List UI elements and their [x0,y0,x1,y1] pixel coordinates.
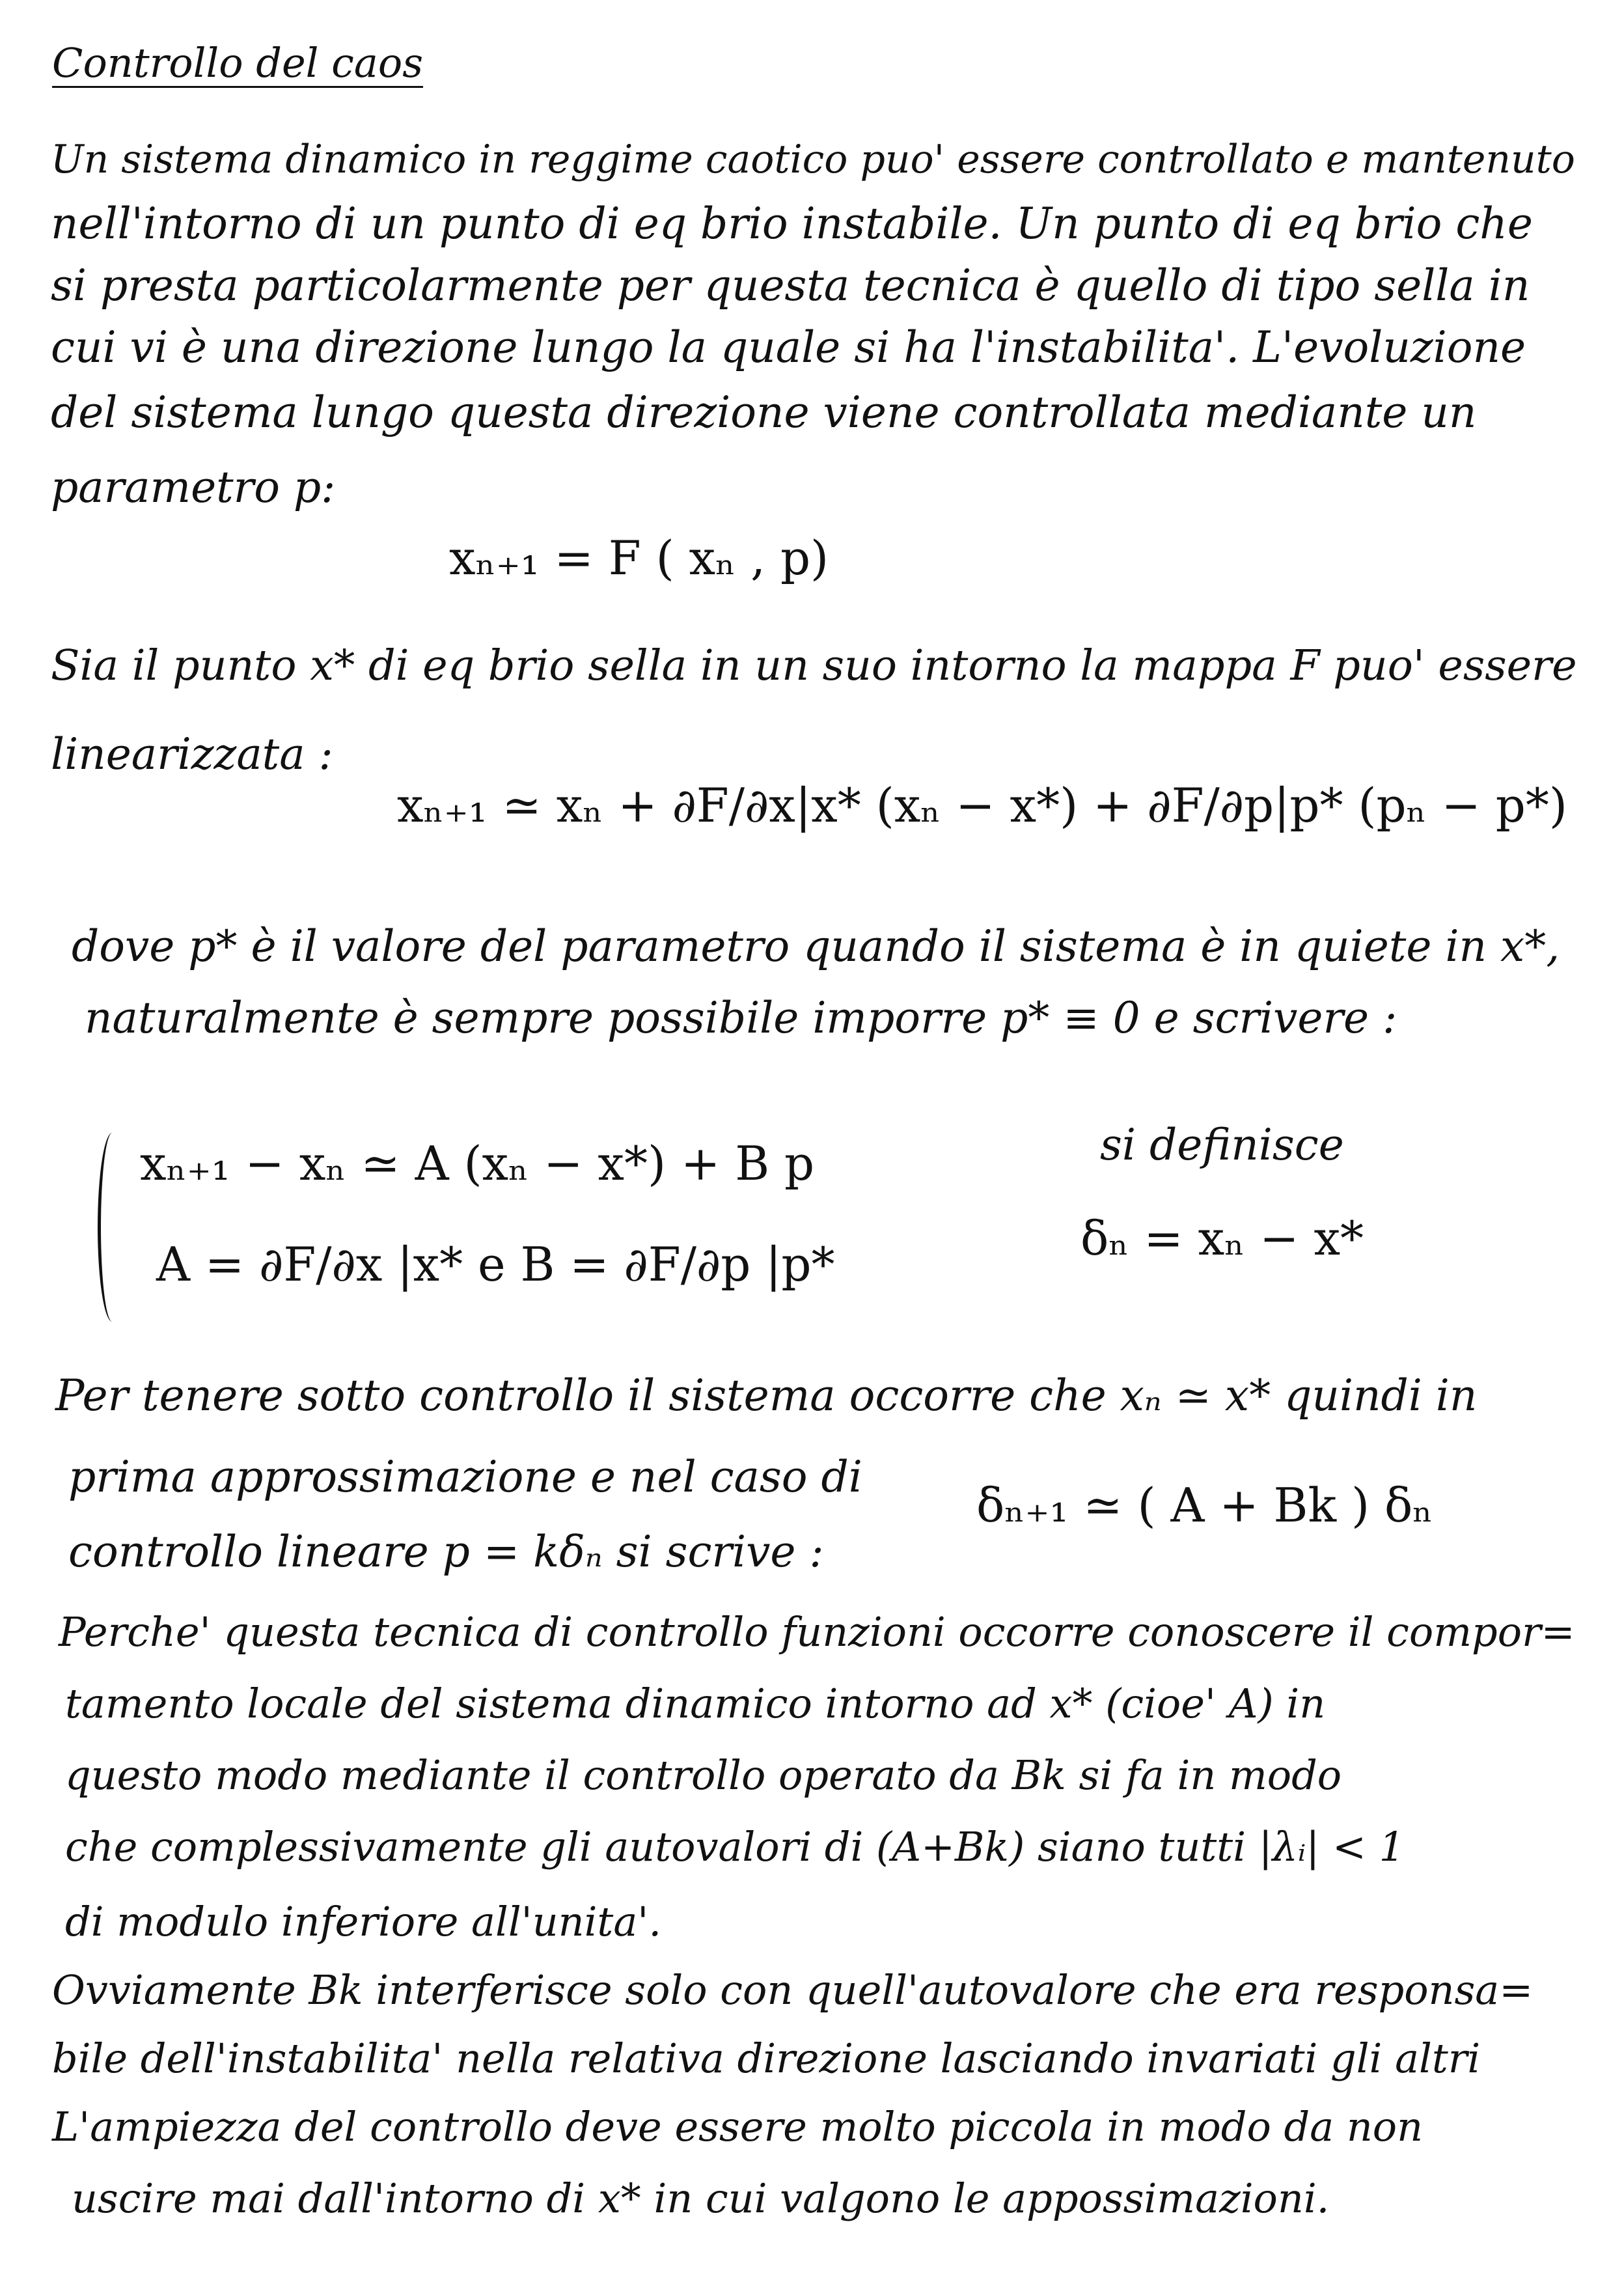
system-brace [98,1133,127,1322]
page-title: Controllo del caos [52,39,424,87]
text-line: uscire mai dall'intorno di x* in cui valgono le appossimazioni. [72,2175,1330,2222]
equation-map: xₙ₊₁ = F ( xₙ , p) [449,531,829,585]
text-line: parametro p: [51,462,336,512]
text-line: linearizzata : [51,729,333,779]
definition-delta: δₙ = xₙ − x* [1080,1211,1364,1266]
text-line: controllo lineare p = kδₙ si scrive : [68,1527,824,1577]
text-line: dove p* è il valore del parametro quando il sistema è in quiete in x*, [72,921,1560,971]
text-line: Un sistema dinamico in reggime caotico puo' essere controllato e mantenuto [51,137,1575,182]
text-line: si presta particolarmente per questa tecnica è quello di tipo sella in [51,260,1530,311]
text-line: L'ampiezza del controllo deve essere molto piccola in modo da non [52,2103,1424,2150]
text-line: naturalmente è sempre possibile imporre p* ≡ 0 e scrivere : [85,993,1397,1043]
text-line: tamento locale del sistema dinamico intorno ad x* (cioe' A) in [65,1680,1326,1727]
equation-control: δₙ₊₁ ≃ ( A + Bk ) δₙ [976,1478,1433,1533]
definition-label: si definisce [1100,1120,1344,1170]
text-line: Perche' questa tecnica di controllo funzioni occorre conoscere il compor= [59,1608,1575,1656]
text-line: del sistema lungo questa direzione viene controllata mediante un [51,387,1477,438]
text-line: Per tenere sotto controllo il sistema occorre che xₙ ≃ x* quindi in [55,1370,1478,1421]
text-line: bile dell'instabilita' nella relativa direzione lasciando invariati gli altri [52,2035,1481,2082]
equation-linearization: xₙ₊₁ ≃ xₙ + ∂F/∂x|x* (xₙ − x*) + ∂F/∂p|p* (pₙ − p*) [397,778,1567,833]
text-line: di modulo inferiore all'unita'. [65,1898,662,1945]
text-line: che complessivamente gli autovalori di (A+Bk) siano tutti |λᵢ| < 1 [65,1823,1405,1870]
text-line: cui vi è una direzione lungo la quale si ha l'instabilita'. L'evoluzione [51,322,1526,372]
text-line: Sia il punto x* di eq brio sella in un suo intorno la mappa F puo' essere [51,641,1577,690]
system-equation-2: A = ∂F/∂x |x* e B = ∂F/∂p |p* [156,1237,835,1292]
text-line: nell'intorno di un punto di eq brio instabile. Un punto di eq brio che [51,199,1533,249]
text-line: prima approssimazione e nel caso di [68,1452,862,1502]
text-line: Ovviamente Bk interferisce solo con quell'autovalore che era responsa= [52,1966,1534,2014]
text-line: questo modo mediante il controllo operato da Bk si fa in modo [65,1751,1342,1799]
system-equation-1: xₙ₊₁ − xₙ ≃ A (xₙ − x*) + B p [140,1136,815,1191]
